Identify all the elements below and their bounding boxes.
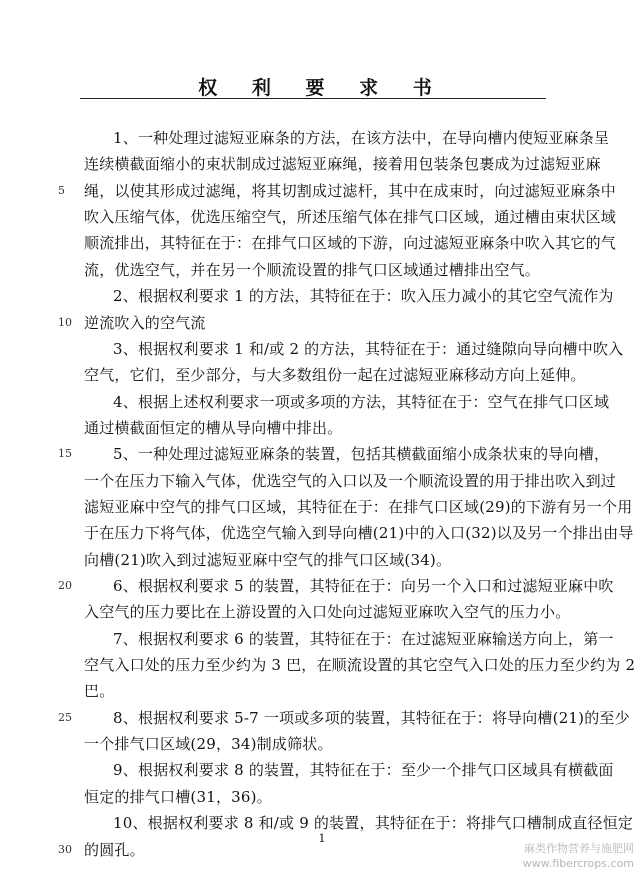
claim-text-line: 吹入压缩气体，优选压缩空气，所述压缩气体在排气口区域，通过槽由束状区域 [84,208,617,226]
line-number: 25 [58,711,72,724]
claim-text-line: 逆流吹入的空气流 [84,314,206,332]
claim-text-line: 顺流排出，其特征在于：在排气口区域的下游，向过滤短亚麻条中吹入其它的气 [84,234,617,252]
line-number: 15 [58,447,72,460]
claim-text-line: 滤短亚麻中空气的排气口区域，其特征在于：在排气口区域(29)的下游有另一个用 [84,498,633,516]
claim-text-line: 恒定的排气口槽(31，36)。 [84,788,272,806]
line-number: 30 [58,843,72,856]
claim-text-line: 6、根据权利要求 5 的装置，其特征在于：向另一个入口和过滤短亚麻中吹 [113,577,614,595]
line-number: 5 [58,184,65,197]
claim-text-line: 4、根据上述权利要求一项或多项的方法，其特征在于：空气在排气口区域 [113,393,610,411]
claim-text-line: 3、根据权利要求 1 和/或 2 的方法，其特征在于：通过缝隙向导向槽中吹入 [113,340,624,358]
line-number: 10 [58,316,72,329]
claim-text-line: 9、根据权利要求 8 的装置，其特征在于：至少一个排气口区域具有横截面 [113,761,614,779]
title-underline [80,98,546,99]
claim-text-line: 入空气的压力要比在上游设置的入口处向过滤短亚麻吹入空气的压力小。 [84,603,571,621]
claim-text-line: 绳，以使其形成过滤绳，将其切割成过滤杆，其中在成束时，向过滤短亚麻条中 [84,182,617,200]
claim-text-line: 于在压力下将气体，优选空气输入到导向槽(21)中的入口(32)以及另一个排出由导 [84,524,634,542]
claim-text-line: 8、根据权利要求 5-7 一项或多项的装置，其特征在于：将导向槽(21)的至少 [113,709,630,727]
line-number: 20 [58,579,72,592]
claim-text-line: 巴。 [84,682,115,700]
claim-text-line: 空气入口处的压力至少约为 3 巴，在顺流设置的其它空气入口处的压力至少约为 2 [84,656,636,674]
claim-text-line: 向槽(21)吹入到过滤短亚麻中空气的排气口区域(34)。 [84,551,452,569]
claim-text-line: 2、根据权利要求 1 的方法，其特征在于：吹入压力减小的其它空气流作为 [113,287,614,305]
claim-text-line: 通过横截面恒定的槽从导向槽中排出。 [84,419,343,437]
claim-text-line: 5、一种处理过滤短亚麻条的装置，包括其横截面缩小成条状束的导向槽， [113,445,610,463]
claim-text-line: 10、根据权利要求 8 和/或 9 的装置，其特征在于：将排气口槽制成直径恒定 [113,814,634,832]
claim-text-line: 7、根据权利要求 6 的装置，其特征在于：在过滤短亚麻输送方向上，第一 [113,630,614,648]
watermark [523,841,634,871]
claim-text-line: 一个在压力下输入气体，优选空气的入口以及一个顺流设置的用于排出吹入到过 [84,472,617,490]
claim-text-line: 流，优选空气，并在另一个顺流设置的排气口区域通过槽排出空气。 [84,261,541,279]
watermark-site-name: 麻类作物营养与施肥网 [524,842,634,855]
claim-text-line: 一个排气口区域(29，34)制成筛状。 [84,735,333,753]
watermark-url: www.fibercrops.com [522,857,634,870]
page-number: 1 [318,832,326,845]
document-title: 权 利 要 求 书 [198,77,446,99]
claim-text-line: 空气，它们，至少部分，与大多数组份一起在过滤短亚麻移动方向上延伸。 [84,366,586,384]
claim-text-line: 连续横截面缩小的束状制成过滤短亚麻绳，接着用包装条包裹成为过滤短亚麻 [84,155,601,173]
claim-text-line: 1、一种处理过滤短亚麻条的方法，在该方法中，在导向槽内使短亚麻条呈 [113,129,610,147]
claim-text-line: 的圆孔。 [84,841,145,859]
